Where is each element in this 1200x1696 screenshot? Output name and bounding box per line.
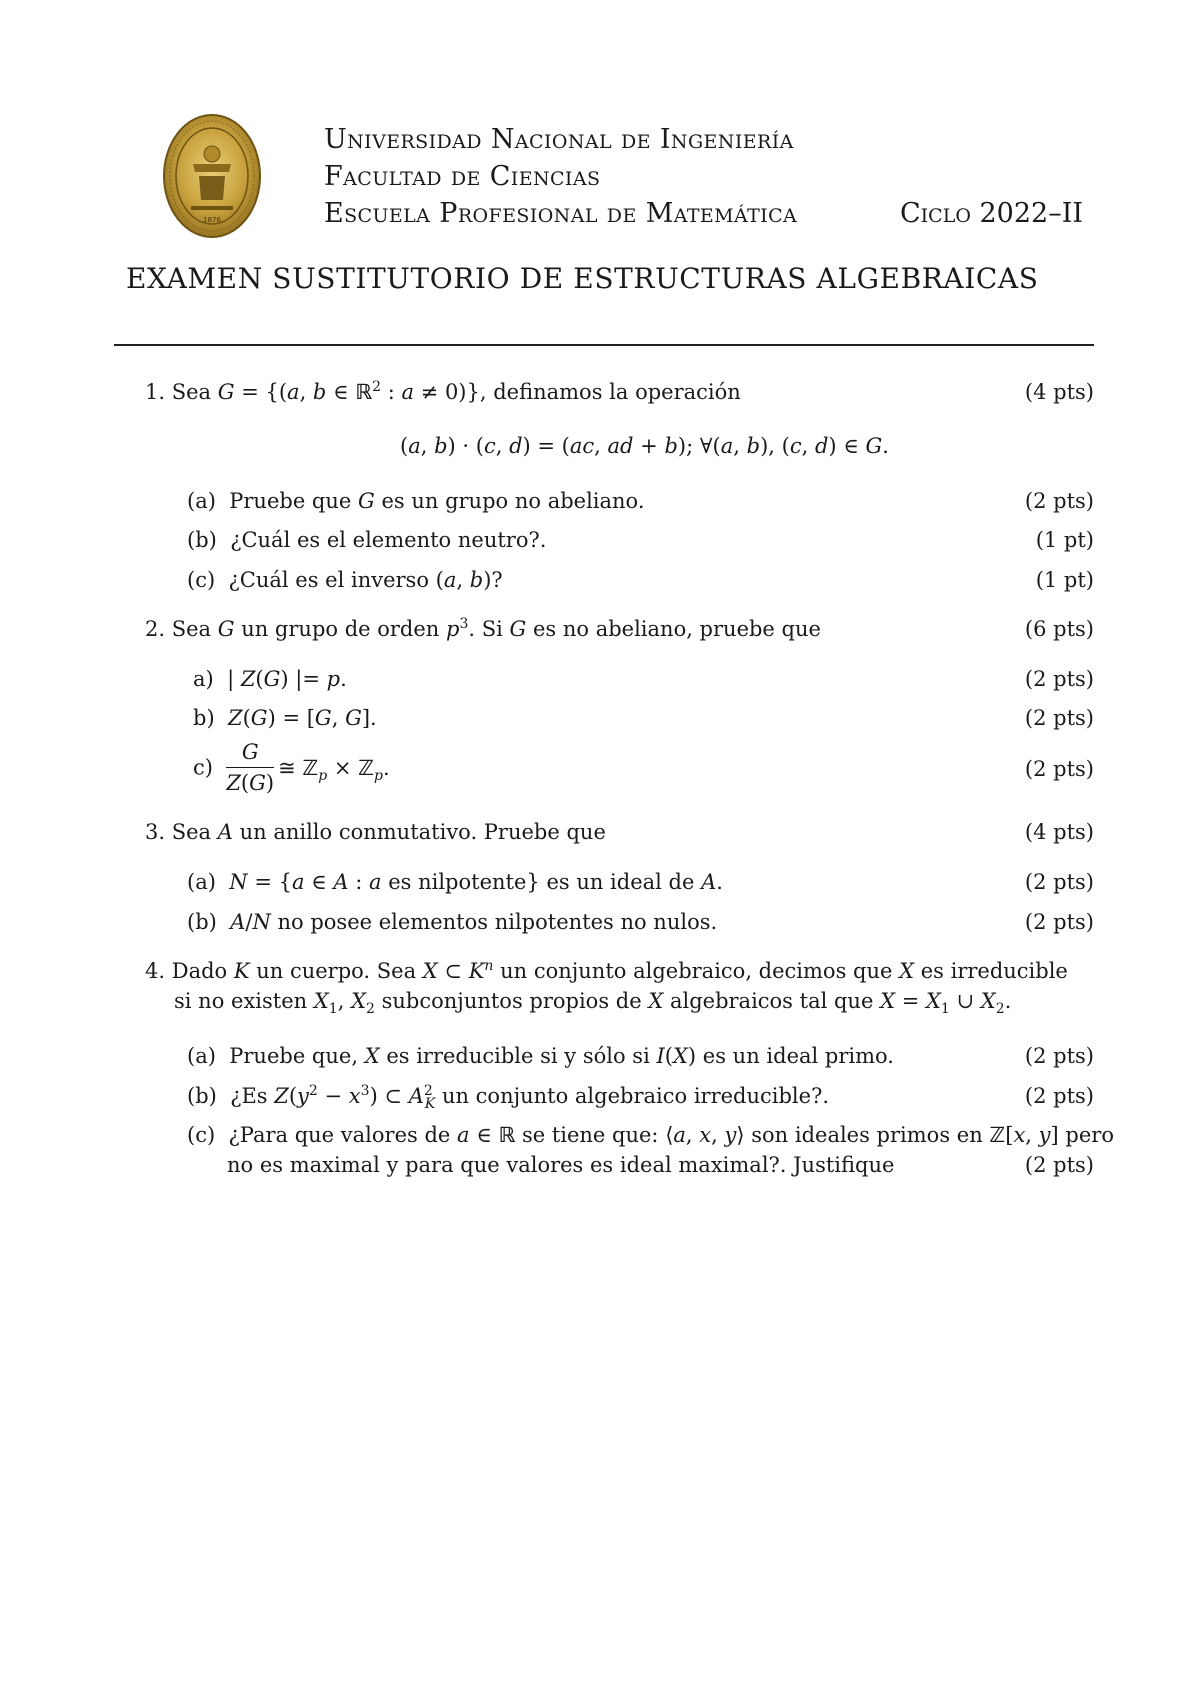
question-2b-points: (2 pts) [1024, 706, 1094, 730]
exam-title: EXAMEN SUSTITUTORIO DE ESTRUCTURAS ALGEBRAICAS [126, 262, 1039, 295]
question-2c-points: (2 pts) [1024, 757, 1094, 781]
question-1c-text-b: ? [491, 568, 503, 592]
question-4c-label: (c) [187, 1123, 216, 1147]
question-1a-text-a: Pruebe que [229, 489, 359, 513]
question-4c-line-1: (c) ¿Para que valores de a ∈ ℝ se tiene que: ⟨a, x, y⟩ son ideales primos en ℤ[x, y] pero [187, 1123, 1114, 1147]
question-4-text-f: subconjuntos propios de [374, 989, 649, 1013]
question-1c: (c) ¿Cuál es el inverso (a, b)? [187, 568, 503, 592]
question-4a-label: (a) [187, 1044, 216, 1068]
question-2c-label: c) [193, 755, 213, 780]
question-1-text-b: , definamos la operación [479, 380, 741, 404]
question-1-points: (4 pts) [1024, 380, 1094, 404]
question-1b-text: ¿Cuál es el elemento neutro?. [230, 528, 547, 552]
question-4-text-c: un conjunto algebraico, decimos que [493, 959, 900, 983]
question-3-points: (4 pts) [1024, 820, 1094, 844]
question-1b-label: (b) [187, 528, 217, 552]
question-3b-points: (2 pts) [1024, 910, 1094, 934]
question-2b-label: b) [193, 706, 215, 730]
question-1-number: 1. [145, 380, 166, 404]
question-2-number: 2. [145, 617, 166, 641]
question-4c-points: (2 pts) [1024, 1153, 1094, 1177]
question-1c-label: (c) [187, 568, 216, 592]
question-4b-label: (b) [187, 1084, 217, 1108]
question-4c-text-a: ¿Para que valores de [228, 1123, 457, 1147]
question-4b-text-a: ¿Es [230, 1084, 275, 1108]
question-4-line-2: si no existen $X_1$, $X_2$ subconjuntos propios de X algebraicos tal que $X = X_1$ ∪ $X_2$. [174, 989, 1012, 1018]
academic-cycle: Ciclo 2022–II [900, 198, 1084, 229]
university-name: Universidad Nacional de Ingeniería [324, 124, 794, 155]
question-3a-text-a: es nilpotente [388, 870, 527, 894]
question-4-number: 4. [145, 959, 166, 983]
question-2-text-c: . Si [468, 617, 510, 641]
question-3: 3. Sea A un anillo conmutativo. Pruebe que [145, 820, 606, 844]
question-1a-text-b: es un grupo no abeliano. [374, 489, 645, 513]
question-1b [187, 530, 546, 551]
question-4b: (b) ¿Es $Z(y^2 - x^3)$ ⊂ $A^2_K$ un conjunto algebraico irreducible?. [187, 1083, 830, 1113]
question-4a-text-c: es un ideal primo. [696, 1044, 894, 1068]
question-1a: (a) Pruebe que G es un grupo no abeliano. [187, 489, 645, 513]
question-3b-text: no posee elementos nilpotentes no nulos. [270, 910, 718, 934]
question-4c-text-c: son ideales primos en [744, 1123, 990, 1147]
question-2: 2. Sea G un grupo de orden $p^3$. Si G es no abeliano, pruebe que [145, 616, 821, 641]
question-2a-points: (2 pts) [1024, 667, 1094, 691]
title-divider [114, 344, 1094, 346]
question-3b-label: (b) [187, 910, 217, 934]
question-1a-points: (2 pts) [1024, 489, 1094, 513]
school-name: Escuela Profesional de Matemática [324, 198, 798, 229]
quotient-fraction: $\frac{G}{Z(G)}$ [226, 740, 275, 796]
question-3a-label: (a) [187, 870, 216, 894]
question-4c-text-d: pero [1058, 1123, 1114, 1147]
question-2a-label: a) [193, 667, 214, 691]
university-seal-logo [163, 114, 261, 238]
question-4a-text-a: Pruebe que, [229, 1044, 365, 1068]
math-g-set: G [217, 380, 235, 404]
question-2c: c) $\frac{G}{Z(G)}$ ≅ ℤ$_p$ × ℤ$_p$. [193, 740, 390, 796]
question-1-text-a: Sea [171, 380, 218, 404]
question-3-text-a: Sea [171, 820, 218, 844]
question-4-text-e: si no existen [174, 989, 314, 1013]
operation-definition: (a, b) · (c, d) = (ac, ad + b); ∀(a, b), (c, d) ∈ G. [400, 434, 889, 458]
question-4a-text-b: es irreducible si y sólo si [379, 1044, 657, 1068]
question-4-text-d: es irreducible [914, 959, 1068, 983]
question-2-text-b: un grupo de orden [234, 617, 446, 641]
question-3a: (a) N = {a ∈ A : a es nilpotente} es un ideal de A. [187, 870, 723, 894]
question-4-text-b: un cuerpo. Sea [249, 959, 423, 983]
question-3b: (b) A/N no posee elementos nilpotentes no nulos. [187, 910, 718, 934]
question-1c-points: (1 pt) [1035, 568, 1094, 592]
question-4a-points: (2 pts) [1024, 1044, 1094, 1068]
faculty-name: Facultad de Ciencias [324, 161, 601, 192]
question-3-text-b: un anillo conmutativo. Pruebe que [232, 820, 606, 844]
seal-year: 1876 [203, 216, 221, 224]
question-4c-text-b: se tiene que: [515, 1123, 666, 1147]
question-3a-text-b: es un ideal de [539, 870, 702, 894]
question-4-line-1: 4. Dado K un cuerpo. Sea X ⊂ $K^n$ un conjunto algebraico, decimos que X es irreducible [145, 958, 1068, 983]
question-2-points: (6 pts) [1024, 617, 1094, 641]
question-4b-text-b: un conjunto algebraico irreducible?. [435, 1084, 830, 1108]
question-4-text-a: Dado [171, 959, 234, 983]
question-1a-label: (a) [187, 489, 216, 513]
question-1b-points: (1 pt) [1035, 528, 1094, 552]
question-4a: (a) Pruebe que, X es irreducible si y sólo si I(X) es un ideal primo. [187, 1044, 894, 1068]
question-2-text-d: es no abeliano, pruebe que [526, 617, 821, 641]
question-2-text-a: Sea [171, 617, 218, 641]
question-1c-text-a: ¿Cuál es el inverso [228, 568, 436, 592]
question-1: 1. Sea G = {(a, b ∈ ℝ$^2$ : a ≠ 0)}, definamos la operación [145, 379, 741, 404]
question-4c-line-2: no es maximal y para que valores es ideal maximal?. Justifique [227, 1153, 895, 1177]
question-3a-points: (2 pts) [1024, 870, 1094, 894]
question-2b: b) Z(G) = [G, G]. [193, 706, 377, 730]
question-4-text-g: algebraicos tal que [663, 989, 881, 1013]
question-3-number: 3. [145, 820, 166, 844]
question-4b-points: (2 pts) [1024, 1084, 1094, 1108]
question-2a: a) | Z(G) |= p. [193, 667, 347, 691]
